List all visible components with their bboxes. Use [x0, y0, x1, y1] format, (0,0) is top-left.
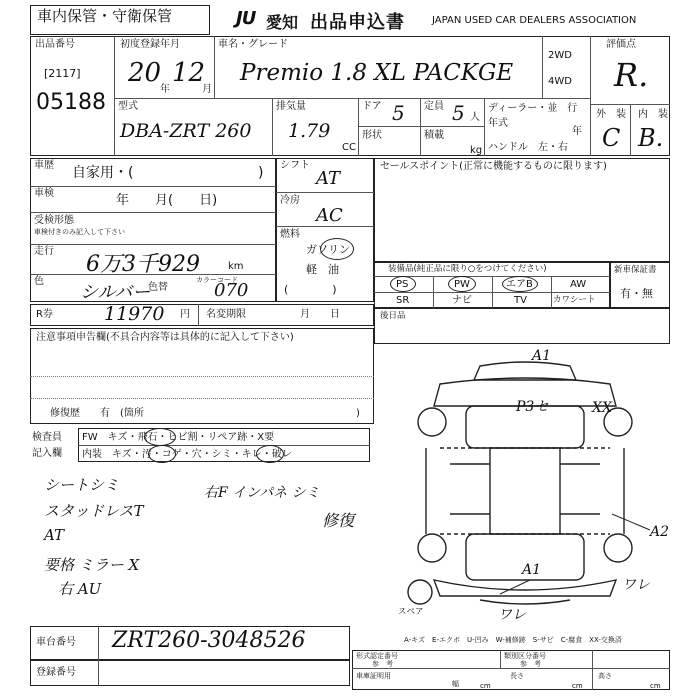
history-close: )	[258, 165, 264, 181]
reg-date-label: 初度登録年月	[120, 39, 180, 50]
name-change-value: 月 日	[300, 309, 340, 320]
divider	[114, 36, 115, 156]
cm-unit-3: cm	[650, 682, 661, 690]
fuel-diesel: 軽 油	[306, 263, 339, 276]
spot-circle	[256, 445, 284, 463]
divider	[30, 376, 374, 377]
color-code-label: カラーコード	[196, 276, 238, 284]
receive-label: 受検形態	[34, 215, 74, 226]
chassis-label: 車台番号	[36, 637, 76, 648]
divider	[358, 98, 359, 156]
storage-notice: 車内保管・守衛保管	[37, 7, 173, 25]
divider	[98, 660, 99, 686]
capacity-unit: 人	[470, 112, 480, 123]
drive-4wd: 4WD	[548, 76, 572, 87]
history-value: 自家用・(	[72, 165, 134, 181]
year-type-unit: 年	[572, 126, 582, 137]
inspect-value: 年 月( 日)	[116, 193, 218, 208]
note-line-4: 要格 ミラー X	[44, 556, 140, 574]
stone-chip-circle	[144, 428, 176, 446]
divider	[590, 36, 591, 156]
divider	[630, 104, 631, 156]
equip-tv: TV	[514, 295, 527, 306]
damage-mark-xx: XX	[592, 400, 612, 416]
car-name-label: 車名・グレード	[218, 39, 288, 50]
divider	[98, 626, 99, 660]
width-label: 幅	[452, 680, 459, 688]
org-name: 愛知	[266, 13, 299, 32]
damage-mark-right-lamp: ワレ	[622, 577, 650, 593]
damage-mark-trunk: A1	[522, 562, 542, 578]
interior-value: B.	[638, 124, 664, 152]
ac-label: 冷房	[280, 195, 300, 206]
notes-label: 注意事項申告欄(不具合内容等は具体的に記入して下さい)	[36, 332, 294, 343]
note-line-2: スタッドレスT	[44, 502, 144, 520]
spare-label: スペア	[398, 607, 424, 617]
model-value: DBA-ZRT 260	[120, 120, 252, 142]
reg-year: 20	[128, 58, 162, 88]
door-label: ドア	[362, 101, 382, 112]
dealer-label: ディーラー・並 行	[488, 103, 578, 114]
equip-sr: SR	[396, 295, 410, 306]
divider	[30, 244, 276, 245]
fuel-gas: ガソリン	[306, 243, 350, 256]
divider	[592, 650, 593, 690]
ps-circle	[390, 276, 416, 292]
divider	[198, 304, 199, 326]
divider	[30, 398, 374, 399]
mileage-unit: km	[228, 261, 244, 272]
reg-month-unit: 月	[202, 84, 212, 95]
color-code: 070	[214, 280, 249, 301]
ac-value: AC	[316, 205, 343, 226]
displacement-unit: CC	[342, 142, 356, 153]
recycle-value: 11970	[104, 303, 165, 325]
shift-value: AT	[316, 168, 341, 189]
divider	[542, 36, 543, 98]
fuel-gas-circle	[320, 238, 354, 260]
lot-sub: [2117]	[44, 67, 81, 80]
divider	[78, 445, 370, 446]
association-name: JAPAN USED CAR DEALERS ASSOCIATION	[432, 15, 637, 26]
drive-2wd: 2WD	[548, 50, 572, 61]
divider	[276, 192, 374, 193]
note-label: 車庫証明用	[356, 672, 391, 680]
equip-pw: PW	[454, 279, 470, 290]
equip-navi: ナビ	[452, 295, 472, 306]
divider	[276, 226, 374, 227]
lot-number: 05188	[36, 90, 106, 115]
grade-label: 評価点	[606, 39, 636, 50]
exterior-value: C	[602, 124, 621, 152]
rear-items-box	[374, 308, 670, 344]
repair-label: 修復歴 有 (箇所	[50, 408, 144, 419]
history-label: 車歴	[34, 160, 54, 171]
interior-label: 内 装	[638, 109, 668, 120]
fuel-other: ( )	[284, 283, 337, 296]
reg-number-box	[30, 660, 350, 686]
note-line-3: AT	[44, 526, 65, 544]
inspector-row-1: FW キズ・飛石・ヒビ割・リペア跡・X要	[82, 432, 275, 443]
inspector-label-2: 記入欄	[32, 448, 62, 459]
color-value: シルバー	[80, 282, 151, 303]
chassis-value: ZRT260-3048526	[112, 628, 306, 653]
load-label: 積載	[424, 130, 444, 141]
reg-year-unit: 年	[160, 84, 170, 95]
stain-circle	[148, 445, 176, 463]
shape-label: 形状	[362, 130, 382, 141]
divider	[492, 276, 493, 308]
divider	[420, 98, 421, 156]
equip-leather: カワシート	[553, 295, 596, 305]
divider	[433, 276, 434, 308]
divider	[484, 98, 485, 156]
cm-unit-1: cm	[480, 682, 491, 690]
handle-label: ハンドル 左・右	[488, 142, 568, 153]
note-line-1: シートシミ	[44, 476, 120, 494]
equip-label: 装備品(純正品に限り○をつけてください)	[388, 264, 547, 274]
divider	[30, 186, 276, 187]
mileage-value: 6万3千929	[86, 252, 200, 277]
airbag-circle	[502, 276, 538, 292]
cm-unit-2: cm	[572, 682, 583, 690]
form-cert-ref: 参 考	[372, 660, 393, 668]
form-title: 出品申込書	[310, 12, 405, 33]
damage-mark-front: A1	[532, 348, 552, 364]
reg-number-label: 登録番号	[36, 667, 76, 678]
damage-mark-hood: P3セ	[516, 399, 549, 415]
fuel-label: 燃料	[280, 229, 300, 240]
capacity-value: 5	[452, 101, 465, 125]
inspector-label: 検査員	[32, 432, 62, 443]
inspect-label: 車検	[34, 188, 54, 199]
divider	[30, 212, 276, 213]
car-name-value: Premio 1.8 XL PACKGE	[240, 60, 514, 86]
name-change-label: 名変期限	[206, 309, 246, 320]
color-label: 色	[34, 276, 44, 287]
lot-label: 出品番号	[35, 39, 75, 50]
ju-logo: JU	[236, 8, 256, 29]
warranty-label: 新車保証書	[614, 265, 657, 275]
recycle-unit: 円	[180, 309, 190, 320]
divider	[352, 668, 670, 669]
mileage-label: 走行	[34, 246, 54, 257]
pw-circle	[448, 276, 476, 292]
year-type-label: 年式	[488, 118, 508, 129]
divider	[551, 276, 552, 308]
class-label: 類別区分番号	[504, 652, 546, 660]
damage-mark-rear-right: A2	[650, 524, 670, 540]
sales-box	[374, 158, 670, 262]
receive-note: 車検付きのみ記入して下さい	[34, 228, 125, 236]
door-value: 5	[392, 101, 405, 125]
sales-label: セールスポイント(正常に機能するものに限ります)	[380, 161, 607, 172]
displacement-label: 排気量	[276, 101, 306, 112]
equip-aw: AW	[570, 279, 587, 290]
divider	[272, 98, 273, 156]
equip-airbag: エアB	[506, 279, 533, 290]
capacity-label: 定員	[424, 101, 444, 112]
displacement-value: 1.79	[288, 120, 331, 142]
damage-mark-bumper: ワレ	[498, 607, 526, 623]
rear-items-label: 後日品	[380, 311, 406, 321]
warranty-options: 有・無	[620, 287, 653, 300]
note-right-2: 修復	[322, 511, 355, 530]
load-unit: kg	[470, 145, 483, 156]
damage-legend: A-キズ E-エクボ U-凹み W-補修跡 S-サビ C-腐食 XX-交換済	[404, 636, 622, 644]
divider	[214, 36, 215, 98]
model-label: 型式	[118, 101, 138, 112]
divider	[114, 98, 590, 99]
note-line-5: 右 AU	[58, 580, 102, 598]
height-label: 高さ	[598, 672, 612, 680]
exterior-label: 外 装	[596, 109, 626, 120]
divider	[358, 126, 484, 127]
note-right-1: 右F インパネ シミ	[204, 485, 320, 501]
recycle-label: R券	[36, 309, 53, 320]
inspector-row-2: 内装 キズ・汚・コゲ・穴・シミ・キレ・破レ	[82, 449, 292, 460]
reg-month: 12	[172, 58, 206, 88]
equip-ps: PS	[396, 279, 409, 290]
shift-label: シフト	[280, 160, 310, 171]
repair-close: )	[356, 408, 360, 419]
color-change-label: 色替	[148, 282, 168, 293]
form-cert-label: 形式認定番号	[356, 652, 398, 660]
length-label: 長さ	[510, 672, 524, 680]
divider	[500, 650, 501, 668]
class-ref: 参 考	[520, 660, 541, 668]
grade-value: R.	[614, 56, 649, 94]
